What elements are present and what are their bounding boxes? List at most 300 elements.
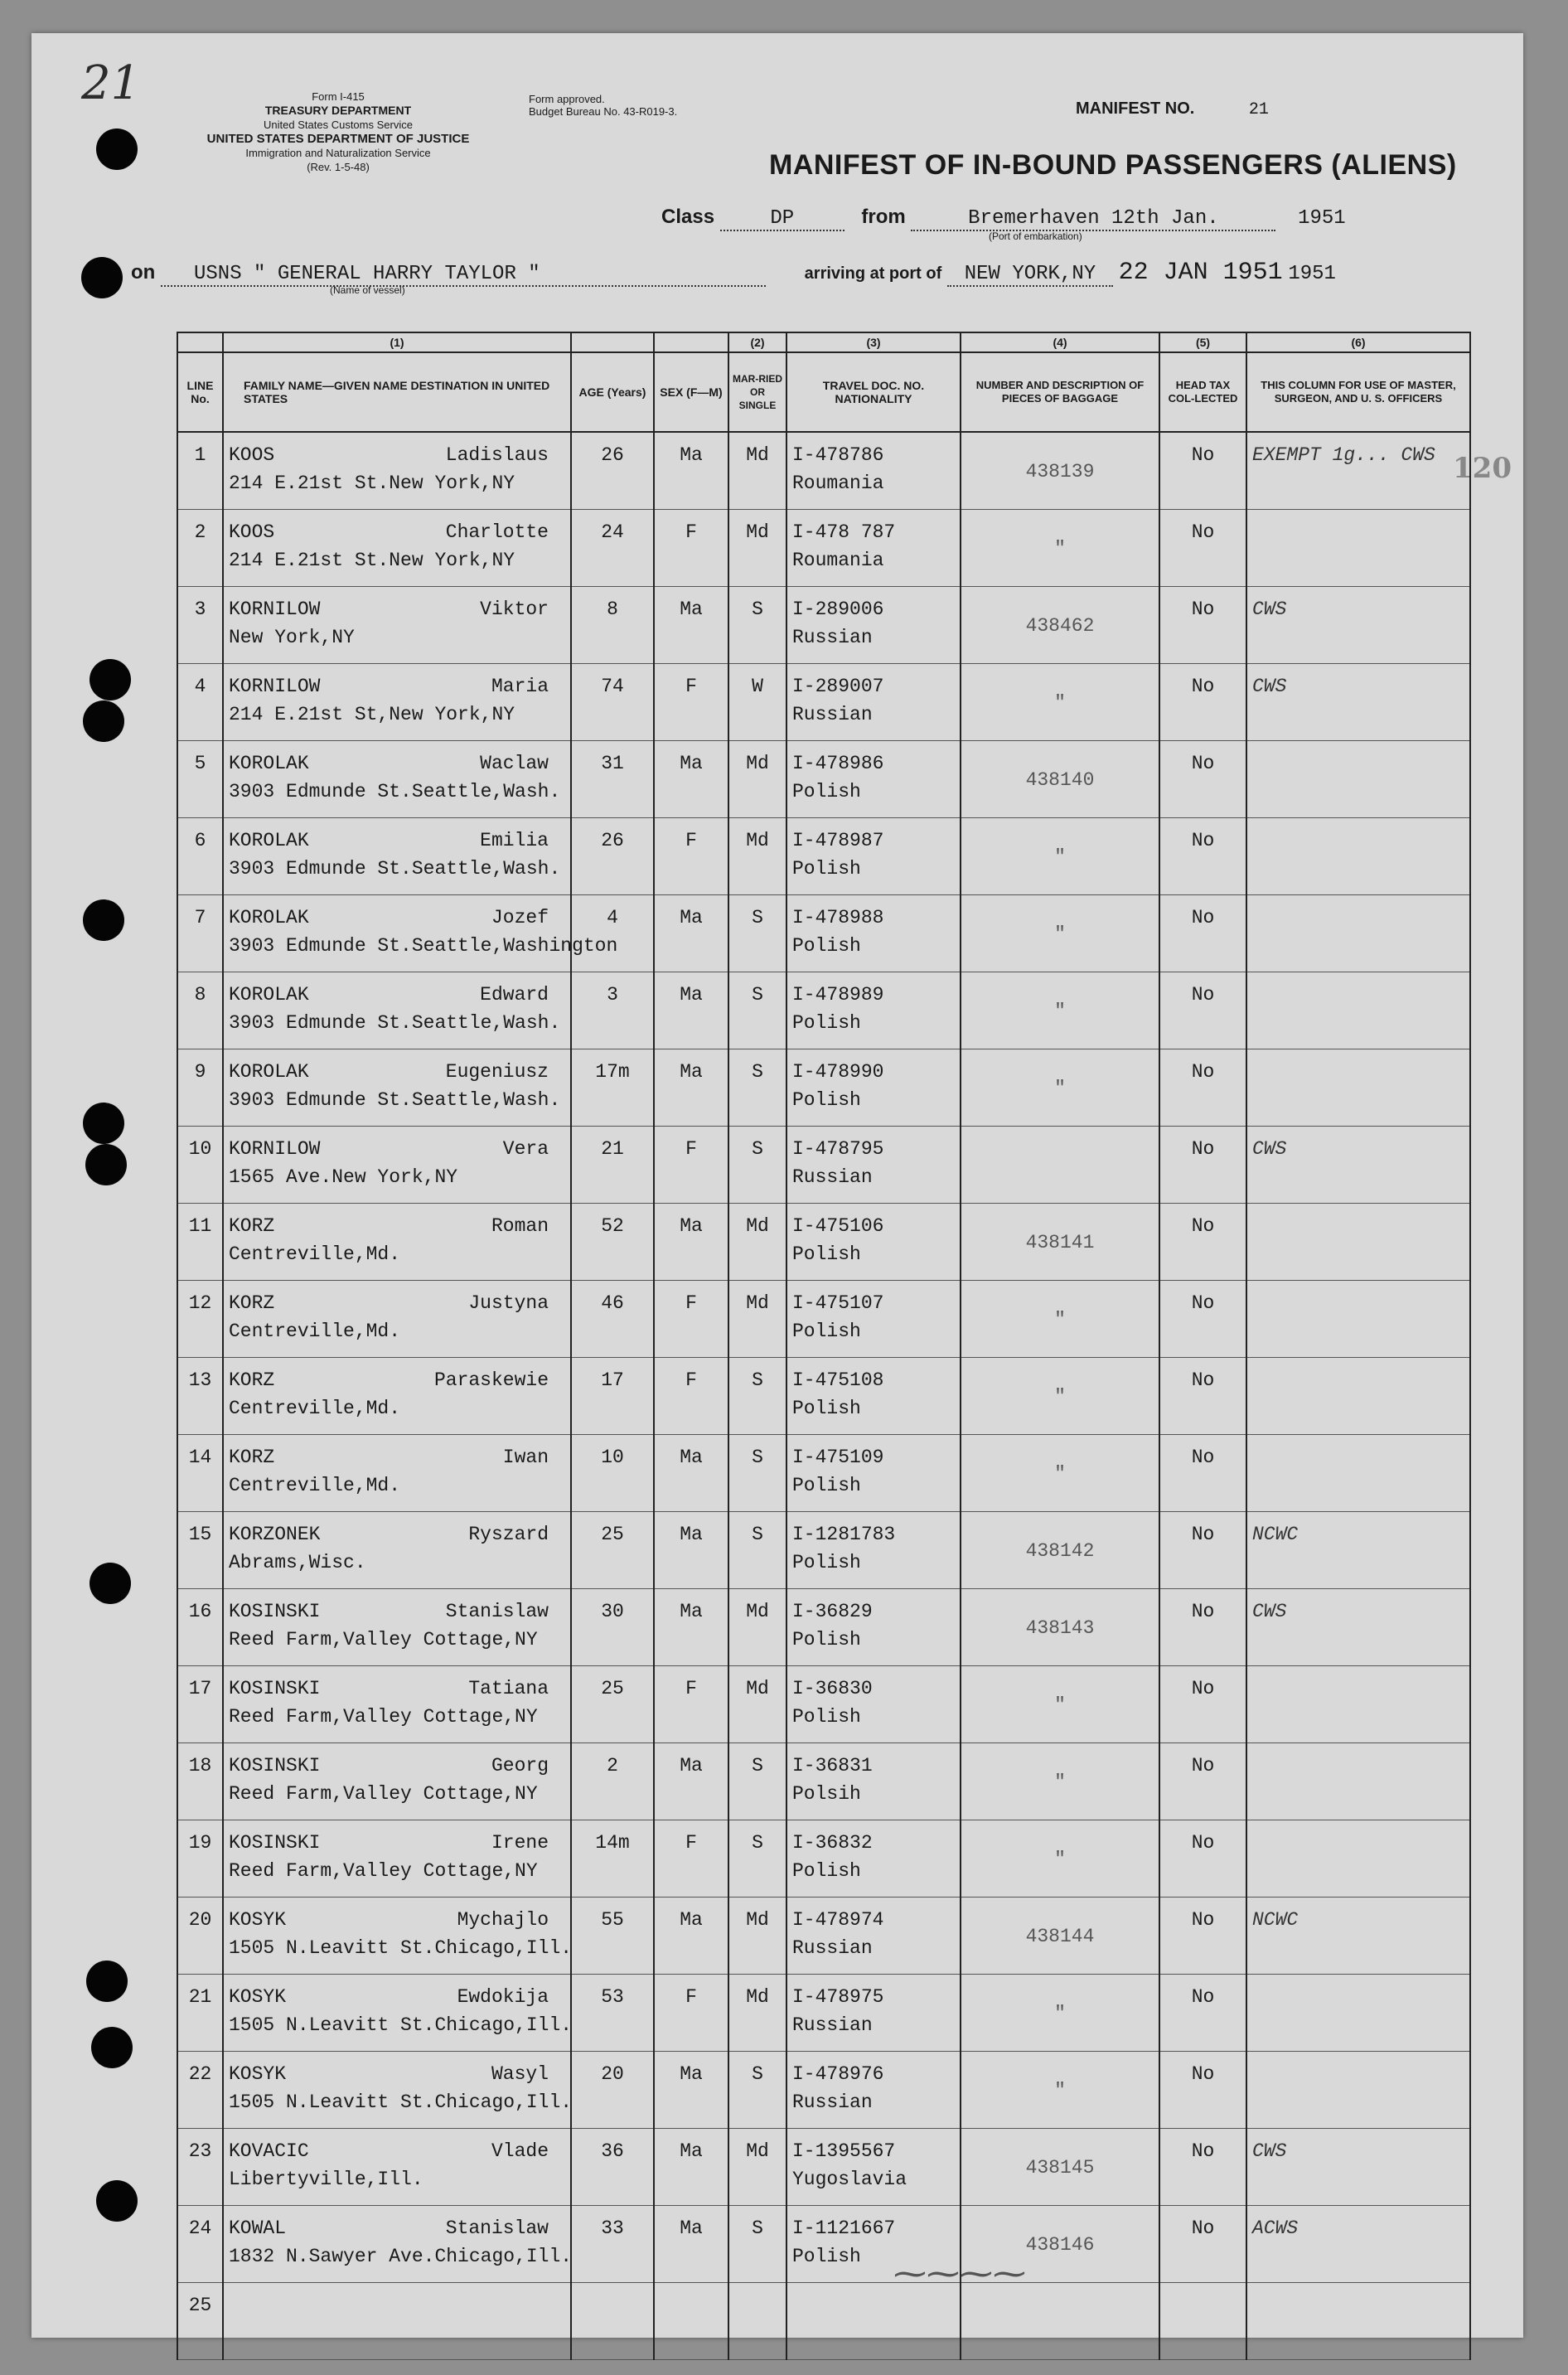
age-cell: 14m (571, 1820, 654, 1897)
embarkation-port: Bremerhaven 12th Jan. (911, 207, 1275, 231)
head-tax-cell: No (1159, 1588, 1246, 1665)
destination: Libertyville,Ill. (229, 2168, 423, 2190)
head-tax-cell: No (1159, 1511, 1246, 1588)
baggage-cell: " (961, 1820, 1159, 1897)
travel-doc-cell (786, 1665, 961, 1742)
destination: Centreville,Md. (229, 1397, 401, 1419)
line-number: 2 (177, 509, 223, 586)
marital-status-cell: Md (728, 740, 786, 817)
passenger-table (177, 332, 1471, 2360)
table-row (177, 972, 1470, 1049)
name-destination-cell (223, 817, 571, 894)
line-number: 6 (177, 817, 223, 894)
line-number: 14 (177, 1434, 223, 1511)
travel-doc-cell (786, 1280, 961, 1357)
given-name: Waclaw (480, 752, 549, 774)
given-name: Tatiana (468, 1677, 549, 1699)
head-tax-cell: No (1159, 817, 1246, 894)
nationality: Polish (792, 2245, 861, 2267)
nationality: Roumania (792, 549, 884, 571)
sex-cell: Ma (654, 1049, 728, 1126)
nationality: Russian (792, 2014, 873, 2036)
sex-cell: Ma (654, 2205, 728, 2282)
head-tax-cell (1159, 2282, 1246, 2359)
sex-cell: Ma (654, 1897, 728, 1974)
punch-hole (91, 2027, 133, 2068)
head-tax-cell: No (1159, 663, 1246, 740)
given-name: Vera (502, 1137, 549, 1160)
head-tax-cell: No (1159, 894, 1246, 972)
line-number: 4 (177, 663, 223, 740)
marital-status-cell: Md (728, 509, 786, 586)
marital-status-cell: Md (728, 1665, 786, 1742)
travel-doc-number: I-1395567 (792, 2140, 896, 2162)
age-cell: 25 (571, 1511, 654, 1588)
marital-status-cell: Md (728, 2128, 786, 2205)
given-name: Jozef (491, 906, 549, 928)
line-number: 17 (177, 1665, 223, 1742)
given-name: Iwan (502, 1446, 549, 1468)
name-destination-cell (223, 972, 571, 1049)
vessel-name: USNS " GENERAL HARRY TAYLOR " (161, 263, 766, 287)
table-row (177, 1665, 1470, 1742)
marital-status-cell: S (728, 1511, 786, 1588)
punch-hole (81, 257, 123, 298)
destination: 3903 Edmunde St.Seattle,Washington (229, 934, 618, 957)
table-row (177, 1126, 1470, 1203)
table-row (177, 1357, 1470, 1434)
name-destination-cell (223, 1974, 571, 2051)
given-name: Paraskewie (433, 1369, 549, 1391)
marital-status-cell: S (728, 1434, 786, 1511)
destination: 214 E.21st St,New York,NY (229, 703, 515, 725)
given-name: Ladislaus (445, 444, 549, 466)
travel-doc-number: I-475108 (792, 1369, 884, 1391)
name-destination-cell (223, 1049, 571, 1126)
family-name: KOSYK (229, 1908, 287, 1931)
nationality: Polish (792, 1088, 861, 1111)
officer-notes-cell (1246, 2282, 1470, 2359)
destination: Centreville,Md. (229, 1243, 401, 1265)
manifest-sheet (31, 33, 1523, 2338)
travel-doc-number: I-475109 (792, 1446, 884, 1468)
marital-status-cell: S (728, 1357, 786, 1434)
marital-status-cell: Md (728, 432, 786, 509)
officer-notes-cell: ACWS (1246, 2205, 1470, 2282)
travel-doc-cell (786, 509, 961, 586)
sex-cell: F (654, 509, 728, 586)
baggage-cell: 438146 (961, 2205, 1159, 2282)
baggage-cell: " (961, 1357, 1159, 1434)
table-row (177, 1897, 1470, 1974)
officer-notes-cell (1246, 1049, 1470, 1126)
baggage-cell: " (961, 509, 1159, 586)
table-row (177, 1820, 1470, 1897)
given-name: Eugeniusz (445, 1060, 549, 1083)
line-number: 16 (177, 1588, 223, 1665)
head-tax-cell: No (1159, 1897, 1246, 1974)
baggage-cell: 438143 (961, 1588, 1159, 1665)
manifest-no-label: MANIFEST NO. (1076, 99, 1195, 118)
travel-doc-cell (786, 1511, 961, 1588)
family-name: KOROLAK (229, 752, 309, 774)
arrival-year: 1951 (1288, 263, 1336, 285)
name-destination-cell (223, 2128, 571, 2205)
marital-status-cell: Md (728, 1974, 786, 2051)
col-num-6: (6) (1246, 332, 1470, 352)
destination: Abrams,Wisc. (229, 1551, 366, 1573)
class-label: Class (661, 206, 715, 228)
travel-doc-number: I-1121667 (792, 2217, 896, 2239)
marital-status-cell: Md (728, 1588, 786, 1665)
family-name: KOROLAK (229, 983, 309, 1006)
handwritten-page-number: 21 (81, 56, 141, 110)
punch-hole (90, 1563, 131, 1604)
line-number: 10 (177, 1126, 223, 1203)
age-cell: 8 (571, 586, 654, 663)
officer-notes-cell: CWS (1246, 1126, 1470, 1203)
header-officers: THIS COLUMN FOR USE OF MASTER, SURGEON, AND U. S. OFFICERS (1246, 352, 1470, 432)
family-name: KOSYK (229, 1985, 287, 2008)
baggage-cell: 438462 (961, 586, 1159, 663)
head-tax-cell: No (1159, 1203, 1246, 1280)
vessel-line (131, 259, 1336, 287)
line-number: 3 (177, 586, 223, 663)
travel-doc-number: I-475106 (792, 1214, 884, 1237)
punch-hole (83, 700, 124, 742)
nationality: Polish (792, 780, 861, 802)
destination: 3903 Edmunde St.Seattle,Wash. (229, 780, 561, 802)
family-name: KOWAL (229, 2217, 287, 2239)
nationality: Russian (792, 1166, 873, 1188)
head-tax-cell: No (1159, 586, 1246, 663)
family-name: KORNILOW (229, 675, 321, 697)
baggage-cell: " (961, 1665, 1159, 1742)
travel-doc-number: I-478795 (792, 1137, 884, 1160)
destination: 3903 Edmunde St.Seattle,Wash. (229, 1088, 561, 1111)
head-tax-cell: No (1159, 1049, 1246, 1126)
name-destination-cell (223, 1897, 571, 1974)
marital-status-cell: S (728, 1820, 786, 1897)
col-num-1: (1) (223, 332, 571, 352)
given-name: Vlade (491, 2140, 549, 2162)
head-tax-cell: No (1159, 1742, 1246, 1820)
on-label: on (131, 261, 156, 284)
line-number: 7 (177, 894, 223, 972)
travel-doc-number: I-478987 (792, 829, 884, 851)
head-tax-cell: No (1159, 432, 1246, 509)
age-cell: 52 (571, 1203, 654, 1280)
given-name: Viktor (480, 598, 549, 620)
line-number: 1 (177, 432, 223, 509)
travel-doc-number: I-478986 (792, 752, 884, 774)
age-cell: 24 (571, 509, 654, 586)
punch-hole (83, 1103, 124, 1144)
line-number: 22 (177, 2051, 223, 2128)
marital-status-cell: S (728, 1126, 786, 1203)
line-number: 21 (177, 1974, 223, 2051)
family-name: KORZONEK (229, 1523, 321, 1545)
table-row (177, 1203, 1470, 1280)
name-destination-cell (223, 1434, 571, 1511)
family-name: KOSINSKI (229, 1677, 321, 1699)
family-name: KORZ (229, 1369, 275, 1391)
travel-doc-cell (786, 1203, 961, 1280)
officer-notes-cell: NCWC (1246, 1897, 1470, 1974)
age-cell: 26 (571, 817, 654, 894)
embarkation-caption: (Port of embarkation) (989, 230, 1082, 242)
family-name: KOSINSKI (229, 1600, 321, 1622)
destination: Reed Farm,Valley Cottage,NY (229, 1782, 538, 1805)
name-destination-cell (223, 1357, 571, 1434)
age-cell (571, 2282, 654, 2359)
name-destination-cell (223, 586, 571, 663)
from-label: from (861, 206, 906, 228)
travel-doc-cell (786, 1126, 961, 1203)
travel-doc-number: I-478786 (792, 444, 884, 466)
name-destination-cell (223, 2205, 571, 2282)
line-number: 25 (177, 2282, 223, 2359)
officer-notes-cell (1246, 509, 1470, 586)
table-row (177, 1434, 1470, 1511)
travel-doc-cell (786, 2128, 961, 2205)
sex-cell: F (654, 817, 728, 894)
destination: Centreville,Md. (229, 1474, 401, 1496)
travel-doc-cell (786, 2282, 961, 2359)
head-tax-cell: No (1159, 972, 1246, 1049)
baggage-cell: 438140 (961, 740, 1159, 817)
destination: 1505 N.Leavitt St.Chicago,Ill. (229, 2091, 573, 2113)
head-tax-cell: No (1159, 1280, 1246, 1357)
officer-notes-cell (1246, 1974, 1470, 2051)
marital-status-cell: S (728, 1049, 786, 1126)
travel-doc-cell (786, 1049, 961, 1126)
header-baggage: NUMBER AND DESCRIPTION OF PIECES OF BAGGAGE (961, 352, 1159, 432)
class-value: DP (720, 207, 844, 231)
marital-status-cell: S (728, 2205, 786, 2282)
baggage-cell (961, 1126, 1159, 1203)
given-name: Georg (491, 1754, 549, 1776)
name-destination-cell (223, 1126, 571, 1203)
age-cell: 20 (571, 2051, 654, 2128)
officer-notes-cell (1246, 972, 1470, 1049)
officer-notes-cell (1246, 1820, 1470, 1897)
sex-cell: F (654, 663, 728, 740)
margin-pencil-number: 120 (1453, 452, 1512, 485)
destination: 214 E.21st St.New York,NY (229, 549, 515, 571)
baggage-cell: " (961, 2051, 1159, 2128)
officer-notes-cell (1246, 2051, 1470, 2128)
travel-doc-cell (786, 1588, 961, 1665)
col-num-5: (5) (1159, 332, 1246, 352)
family-name: KORZ (229, 1292, 275, 1314)
line-number: 15 (177, 1511, 223, 1588)
name-destination-cell (223, 1203, 571, 1280)
travel-doc-number: I-289006 (792, 598, 884, 620)
nationality: Polish (792, 1859, 861, 1882)
travel-doc-cell (786, 2051, 961, 2128)
destination: Reed Farm,Valley Cottage,NY (229, 1859, 538, 1882)
travel-doc-number: I-478988 (792, 906, 884, 928)
line-number: 5 (177, 740, 223, 817)
table-row (177, 509, 1470, 586)
age-cell: 36 (571, 2128, 654, 2205)
officer-notes-cell: CWS (1246, 663, 1470, 740)
sex-cell: Ma (654, 1434, 728, 1511)
travel-doc-number: I-478 787 (792, 521, 896, 543)
name-destination-cell (223, 663, 571, 740)
head-tax-cell: No (1159, 2128, 1246, 2205)
punch-hole (96, 2180, 138, 2222)
baggage-cell: 438141 (961, 1203, 1159, 1280)
travel-doc-cell (786, 1742, 961, 1820)
baggage-cell: " (961, 972, 1159, 1049)
age-cell: 10 (571, 1434, 654, 1511)
family-name: KORZ (229, 1214, 275, 1237)
table-row (177, 1588, 1470, 1665)
given-name: Wasyl (491, 2062, 549, 2085)
header-sex: SEX (F—M) (654, 352, 728, 432)
officer-notes-cell (1246, 1665, 1470, 1742)
sex-cell: Ma (654, 586, 728, 663)
head-tax-cell: No (1159, 1974, 1246, 2051)
baggage-cell: " (961, 1280, 1159, 1357)
table-row (177, 894, 1470, 972)
head-tax-cell: No (1159, 509, 1246, 586)
family-name: KOSYK (229, 2062, 287, 2085)
line-number: 12 (177, 1280, 223, 1357)
travel-doc-cell (786, 817, 961, 894)
destination: Reed Farm,Valley Cottage,NY (229, 1705, 538, 1728)
punch-hole (83, 899, 124, 941)
officer-notes-cell (1246, 1280, 1470, 1357)
nationality: Polish (792, 857, 861, 880)
age-cell: 46 (571, 1280, 654, 1357)
given-name: Irene (491, 1831, 549, 1854)
col-num-4: (4) (961, 332, 1159, 352)
budget-bureau: Budget Bureau No. 43-R019-3. (529, 105, 678, 118)
given-name: Maria (491, 675, 549, 697)
nationality: Russian (792, 1936, 873, 1959)
officer-notes-cell: CWS (1246, 1588, 1470, 1665)
travel-doc-cell (786, 740, 961, 817)
officer-notes-cell (1246, 1434, 1470, 1511)
table-row (177, 663, 1470, 740)
officer-notes-cell (1246, 1203, 1470, 1280)
sex-cell: Ma (654, 2051, 728, 2128)
table-row (177, 1974, 1470, 2051)
officer-notes-cell (1246, 1357, 1470, 1434)
name-destination-cell (223, 509, 571, 586)
nationality: Polish (792, 1474, 861, 1496)
travel-doc-cell (786, 1974, 961, 2051)
officer-notes-cell (1246, 740, 1470, 817)
officer-notes-cell (1246, 894, 1470, 972)
budget-approval (529, 93, 777, 118)
head-tax-cell: No (1159, 1665, 1246, 1742)
travel-doc-number: I-478976 (792, 2062, 884, 2085)
column-number-row (177, 332, 1470, 352)
header-row (177, 352, 1470, 432)
given-name: Stanislaw (445, 2217, 549, 2239)
destination: 1565 Ave.New York,NY (229, 1166, 458, 1188)
table-row (177, 1049, 1470, 1126)
marital-status-cell: S (728, 2051, 786, 2128)
travel-doc-cell (786, 586, 961, 663)
name-destination-cell (223, 1588, 571, 1665)
given-name: Ewdokija (457, 1985, 549, 2008)
age-cell: 33 (571, 2205, 654, 2282)
travel-doc-cell (786, 894, 961, 972)
table-row (177, 740, 1470, 817)
name-destination-cell (223, 1742, 571, 1820)
punch-hole (85, 1144, 127, 1185)
name-destination-cell (223, 1280, 571, 1357)
manifest-number (1076, 99, 1440, 119)
given-name: Charlotte (445, 521, 549, 543)
arriving-label: arriving at port of (804, 264, 942, 283)
destination: Reed Farm,Valley Cottage,NY (229, 1628, 538, 1650)
nationality: Russian (792, 626, 873, 648)
family-name: KOOS (229, 521, 275, 543)
name-destination-cell (223, 2051, 571, 2128)
table-row (177, 1280, 1470, 1357)
justice-department: UNITED STATES DEPARTMENT OF JUSTICE (206, 132, 470, 146)
bottom-signature: ⁓⁓⁓⁓ (893, 2255, 1026, 2293)
marital-status-cell: Md (728, 1203, 786, 1280)
officer-notes-cell: EXEMPT 1g... CWS (1246, 432, 1470, 509)
travel-doc-cell (786, 1897, 961, 1974)
destination: 3903 Edmunde St.Seattle,Wash. (229, 1011, 561, 1034)
travel-doc-cell (786, 972, 961, 1049)
name-destination-cell (223, 1820, 571, 1897)
travel-doc-number: I-36832 (792, 1831, 873, 1854)
age-cell: 3 (571, 972, 654, 1049)
travel-doc-number: I-478974 (792, 1908, 884, 1931)
name-destination-cell (223, 894, 618, 972)
class-line (661, 206, 1346, 231)
age-cell: 30 (571, 1588, 654, 1665)
baggage-cell: 438139 (961, 432, 1159, 509)
page-title: MANIFEST OF IN-BOUND PASSENGERS (ALIENS) (769, 149, 1457, 181)
marital-status-cell: Md (728, 1897, 786, 1974)
nationality: Polish (792, 934, 861, 957)
sex-cell: Ma (654, 972, 728, 1049)
marital-status-cell (728, 2282, 786, 2359)
nationality: Polish (792, 1320, 861, 1342)
marital-status-cell: Md (728, 817, 786, 894)
travel-doc-number: I-478989 (792, 983, 884, 1006)
table-row (177, 1742, 1470, 1820)
sex-cell: Ma (654, 432, 728, 509)
baggage-cell: " (961, 817, 1159, 894)
line-number: 19 (177, 1820, 223, 1897)
family-name: KORZ (229, 1446, 275, 1468)
sex-cell: F (654, 1357, 728, 1434)
department: TREASURY DEPARTMENT (264, 104, 412, 117)
head-tax-cell: No (1159, 1357, 1246, 1434)
baggage-cell: " (961, 1049, 1159, 1126)
form-approved: Form approved. (529, 93, 605, 105)
col-num-2: (2) (728, 332, 786, 352)
travel-doc-cell (786, 1434, 961, 1511)
officer-notes-cell (1246, 817, 1470, 894)
embarkation-year: 1951 (1298, 207, 1346, 230)
name-destination-cell (223, 432, 571, 509)
nationality: Polish (792, 1551, 861, 1573)
age-cell: 53 (571, 1974, 654, 2051)
punch-hole (86, 1961, 128, 2002)
